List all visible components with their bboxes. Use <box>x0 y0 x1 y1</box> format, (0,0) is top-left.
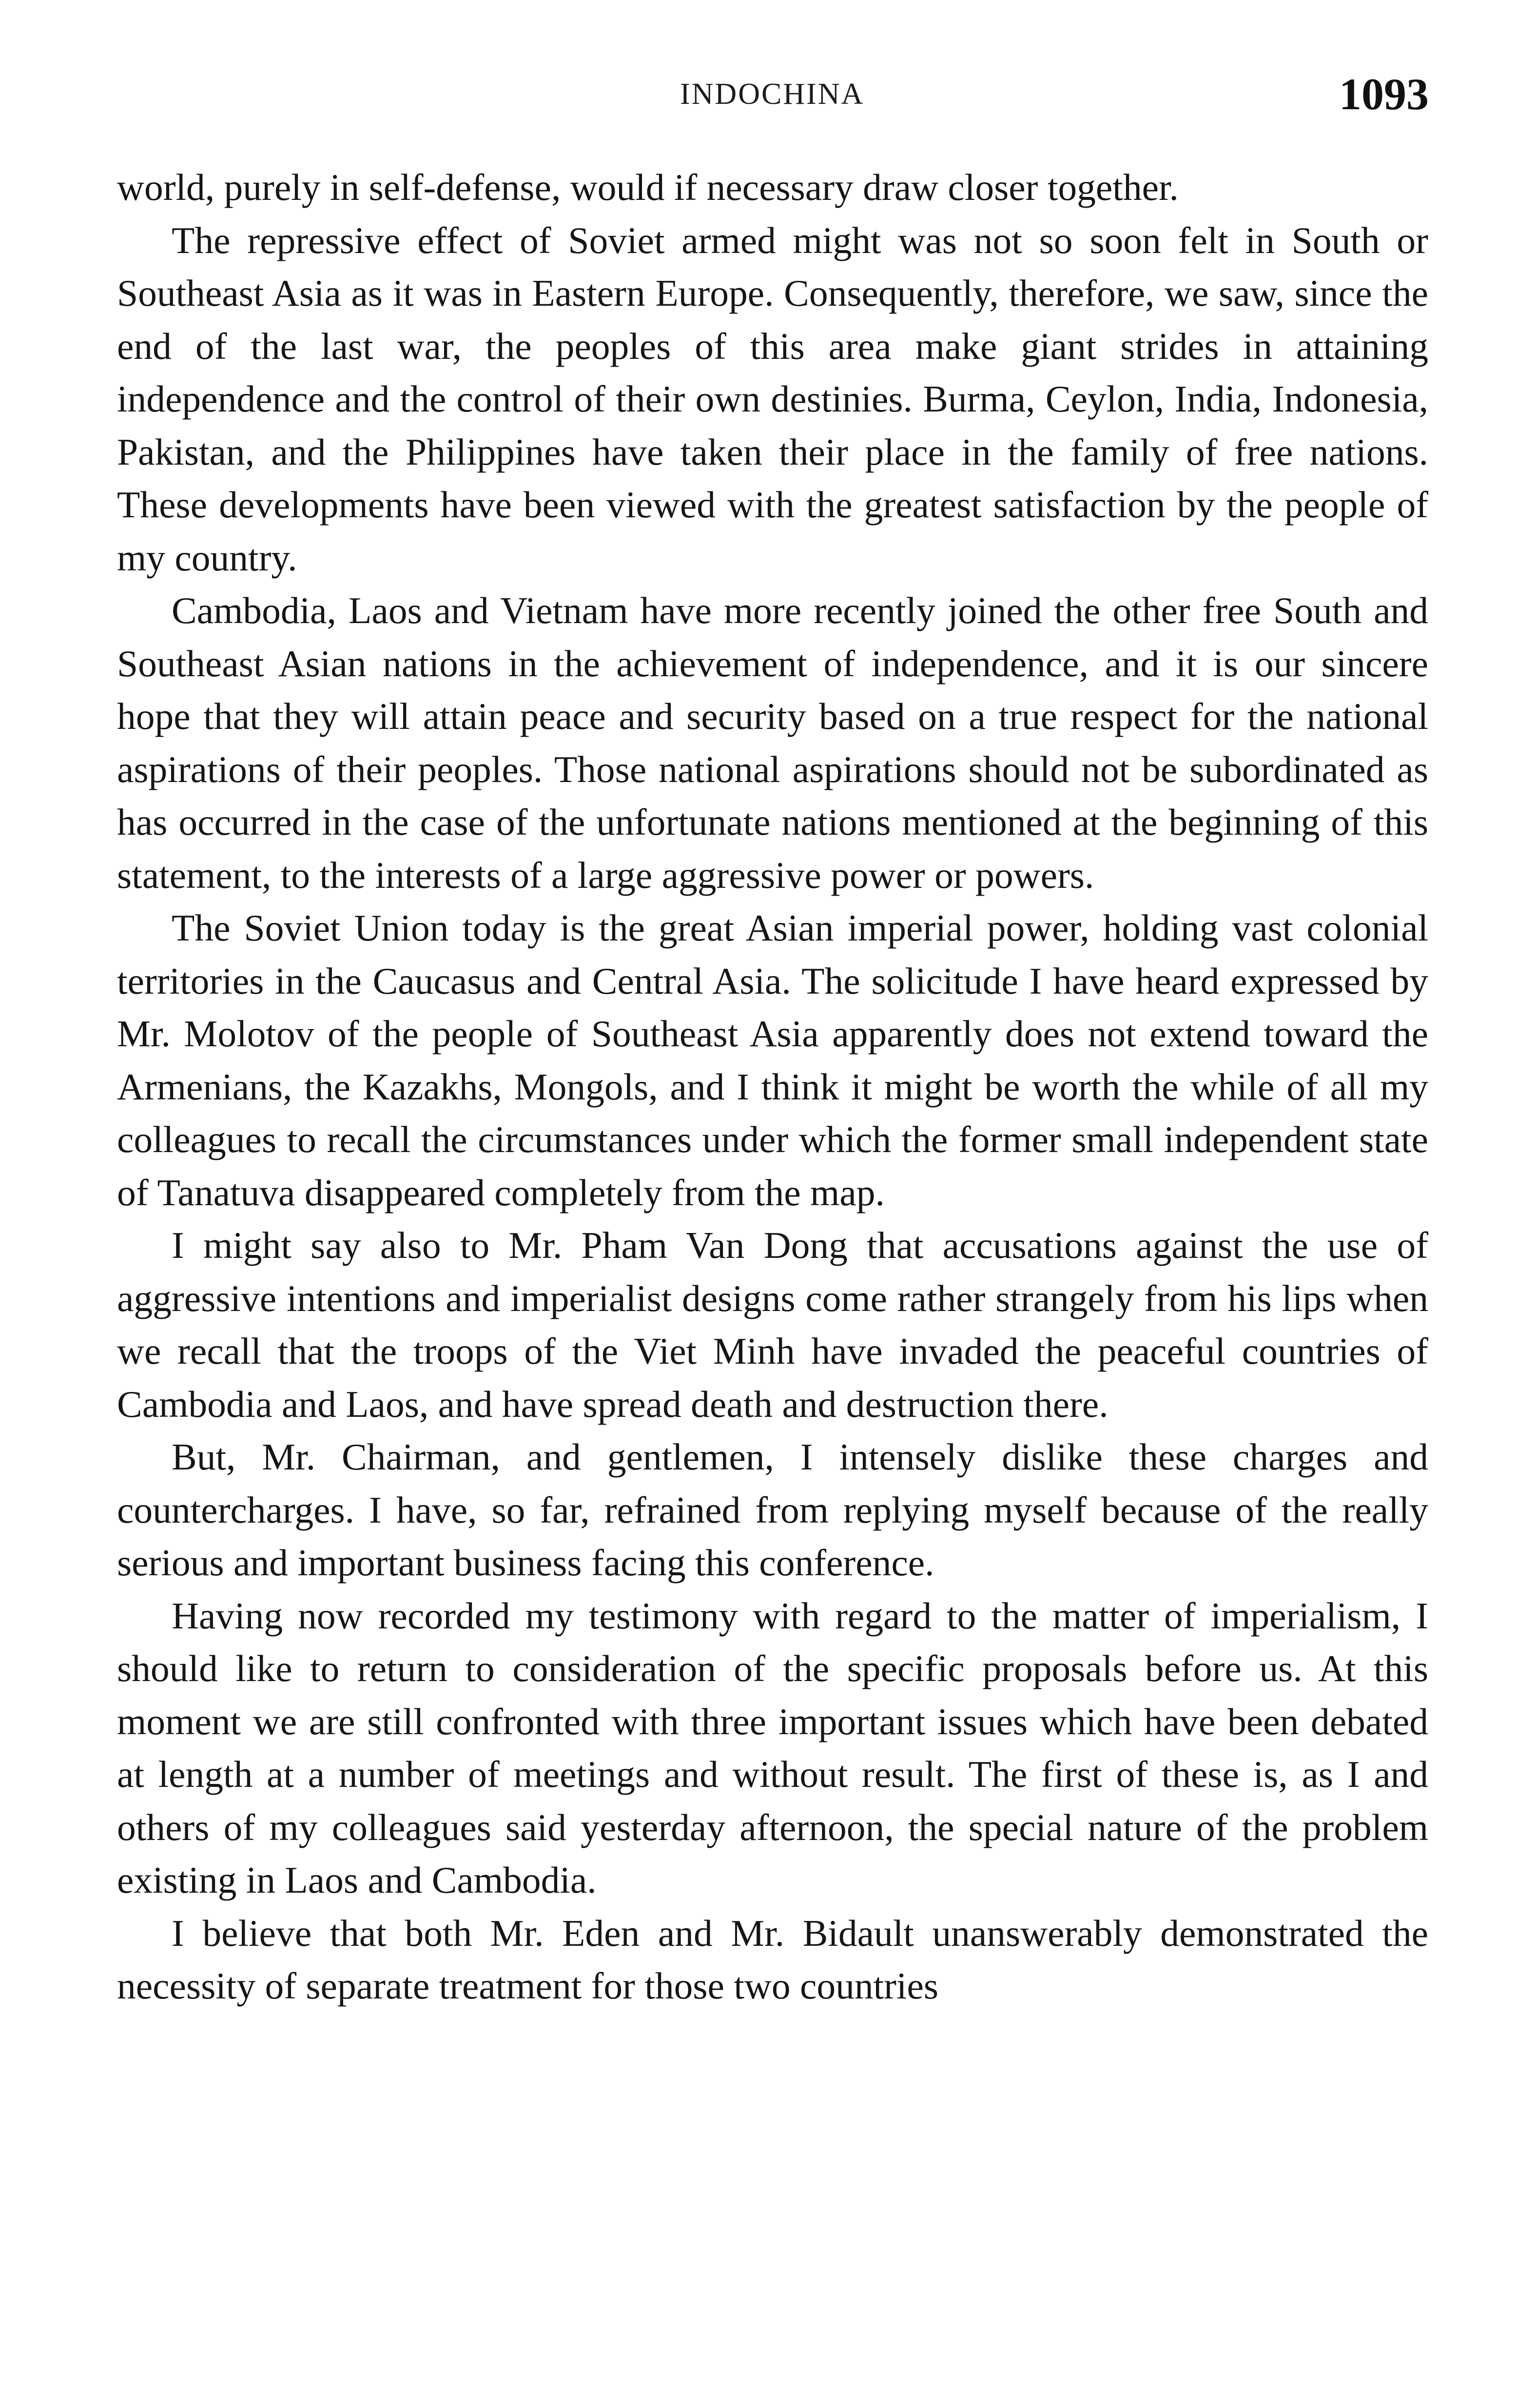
running-title: INDOCHINA <box>680 78 865 111</box>
paragraph: The repressive effect of Soviet armed might was not so soon felt in South or Southeast Asia as it was in Eastern Europe. Consequently, therefore, we saw, since the end of the last war, the peoples of this area make giant strides in attaining independence and the control of their own destinies. Burma, Ceylon, India, Indonesia, Pakistan, and the Philippines have taken their place in the family of free nations. These developments have been viewed with the greatest satisfaction by the people of my country. <box>117 219 1428 579</box>
paragraph-continued: world, purely in self-defense, would if necessary draw closer together. <box>117 166 1179 208</box>
body-text <box>117 161 1428 2013</box>
page-number: 1093 <box>1339 69 1429 119</box>
paragraph: Having now recorded my testimony with regard to the matter of imperialism, I should like to return to consideration of the specific proposals before us. At this moment we are still confronted with three important issues which have been debated at length at a number of meetings and without result. The first of these is, as I and others of my colleagues said yesterday afternoon, the special nature of the problem existing in Laos and Cambodia. <box>117 1594 1428 1901</box>
running-head <box>0 68 1536 127</box>
paragraph: But, Mr. Chairman, and gentlemen, I intensely dislike these charges and countercharges. I have, so far, refrained from replying myself because of the really serious and important business facing this conference. <box>117 1436 1428 1584</box>
paragraph: Cambodia, Laos and Vietnam have more recently joined the other free South and Southeast Asian nations in the achievement of independence, and it is our sincere hope that they will attain peace and security based on a true respect for the national aspirations of their peoples. Those national aspirations should not be subordinated as has occurred in the case of the unfortunate nations mentioned at the beginning of this statement, to the interests of a large aggressive power or powers. <box>117 589 1428 896</box>
paragraph: The Soviet Union today is the great Asian imperial power, holding vast colonial territories in the Caucasus and Central Asia. The solicitude I have heard expressed by Mr. Molotov of the people of Southeast Asia apparently does not extend toward the Armenians, the Kazakhs, Mongols, and I think it might be worth the while of all my colleagues to recall the circumstances under which the former small independent state of Tanatuva disappeared completely from the map. <box>117 907 1428 1214</box>
paragraph: I might say also to Mr. Pham Van Dong that accusations against the use of aggressive intentions and imperialist designs come rather strangely from his lips when we recall that the troops of the Viet Minh have invaded the peaceful countries of Cambodia and Laos, and have spread death and destruction there. <box>117 1224 1428 1425</box>
paragraph: I believe that both Mr. Eden and Mr. Bidault unanswerably demonstrated the necessity of separate treatment for those two countries <box>117 1912 1428 2007</box>
